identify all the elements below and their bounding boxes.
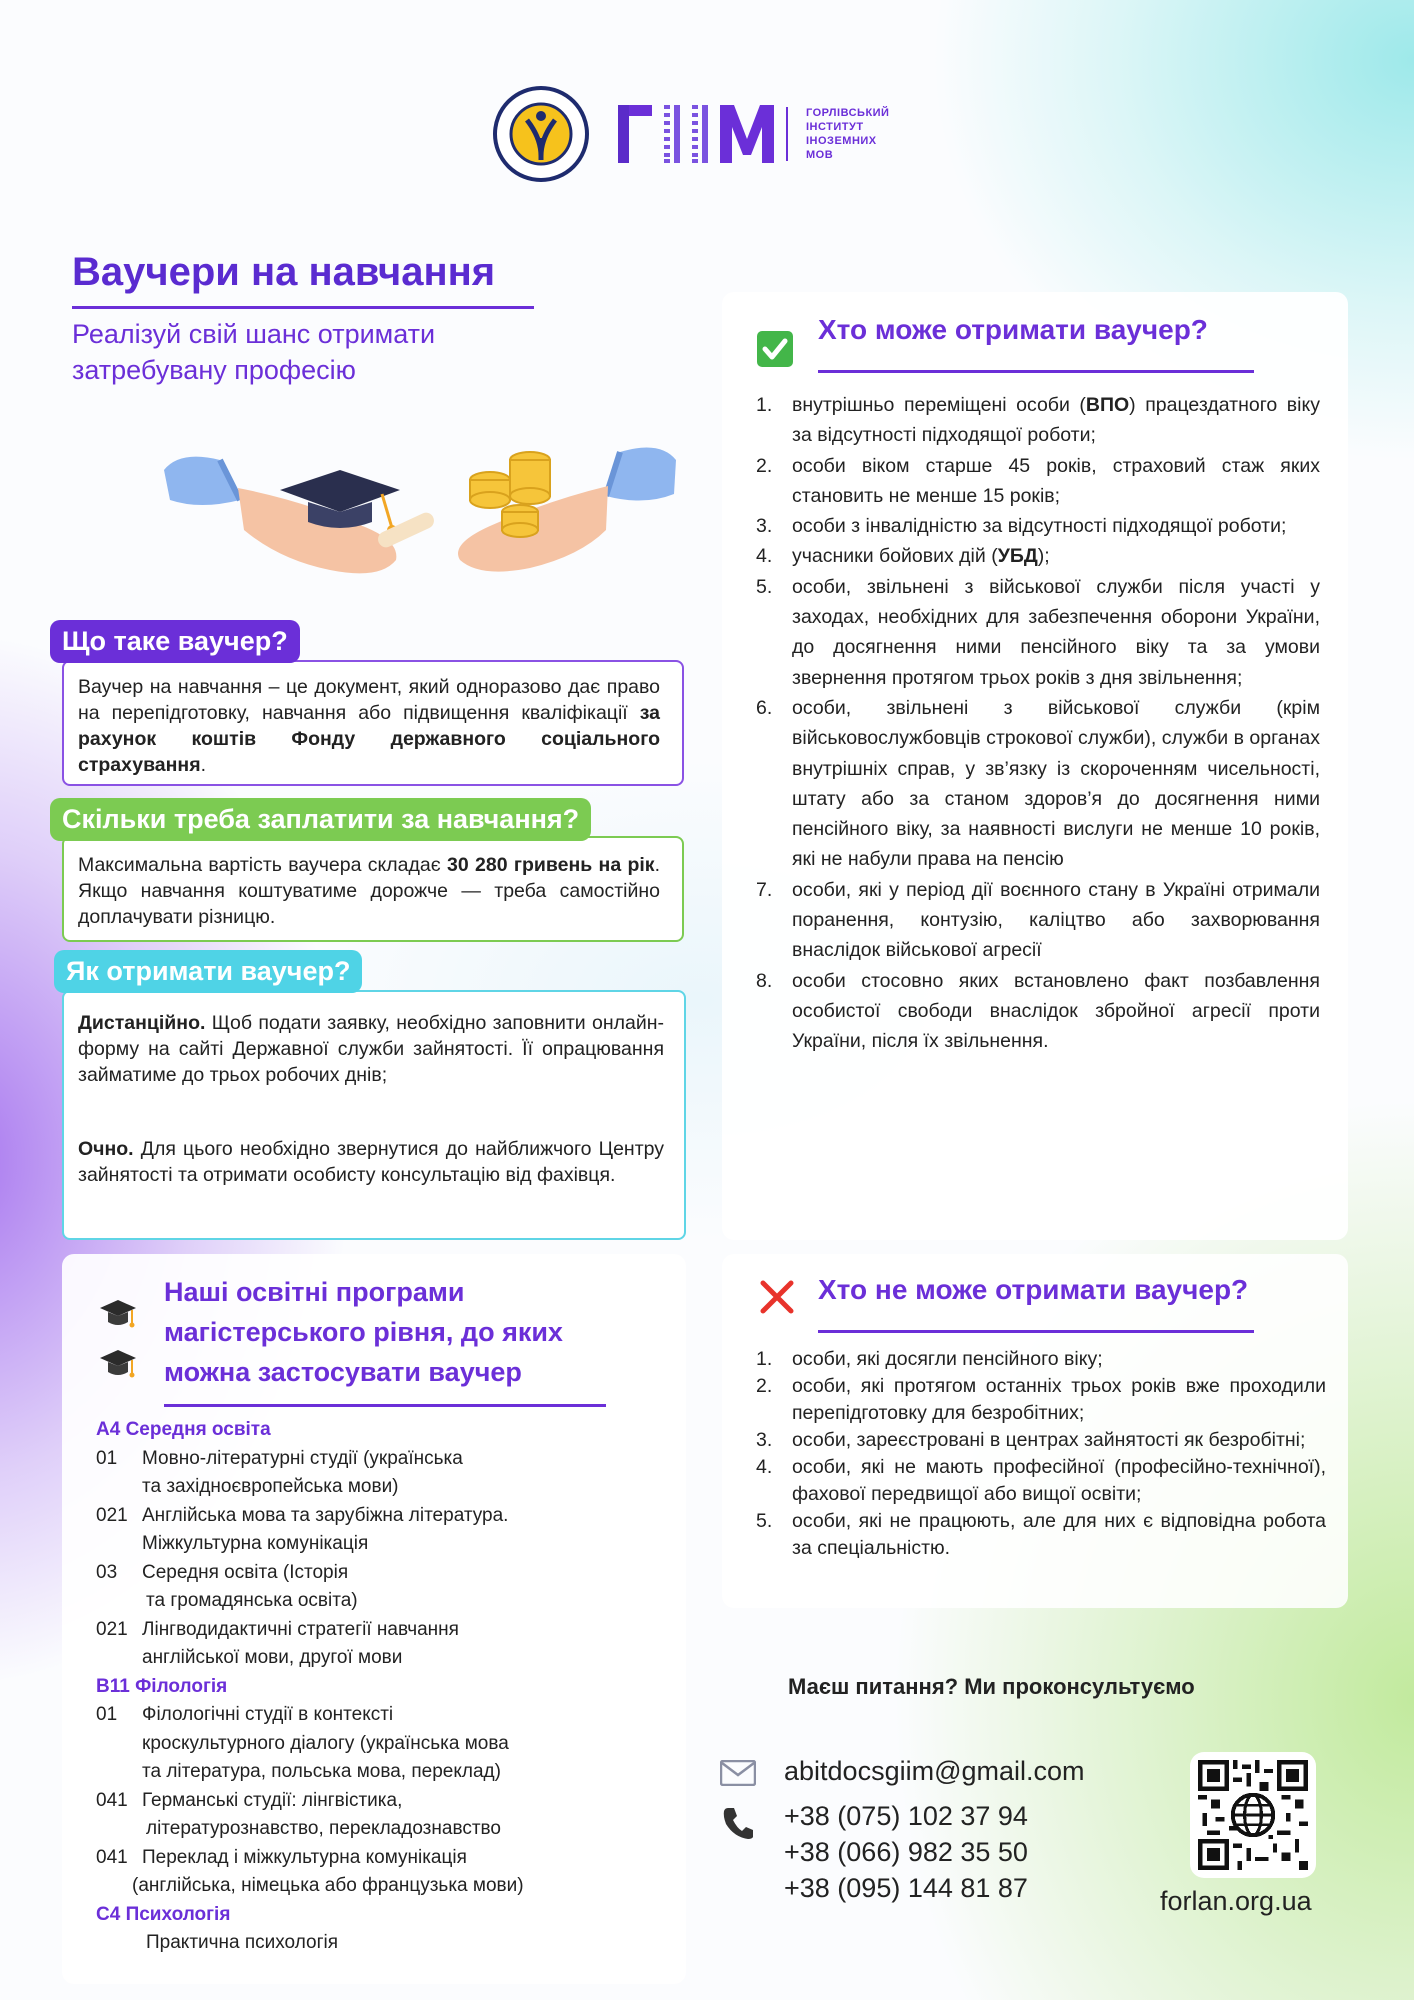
cross-icon [758,1278,796,1321]
phone-list [784,1798,1028,1906]
giim-logo-mark [618,105,798,163]
email-link[interactable]: abitdocsgiim@gmail.com [784,1756,1085,1786]
program-group-title: С4 Психологія [96,1903,231,1925]
program-item: 041 Переклад і міжкультурна комунікація [96,1846,467,1868]
program-item-cont: та література, польська мова, переклад) [142,1761,501,1782]
program-item-cont: та громадянська освіта) [146,1590,358,1611]
who-can-item: 7. особи, які у період дії воєнного стану в Україні отримали поранення, контузію, каліцтво або захворювання внаслідок військової агресії [756,878,1320,962]
who-can-item: 4. учасники бойових дій (УБД); [756,545,1050,568]
program-item-cont: та західноєвропейська мови) [142,1476,399,1497]
who-cannot-box [722,1254,1348,1608]
who-can-underline [818,370,1254,373]
who-cannot-item: 4. особи, які не мають професійної (професійно-технічної), фахової передвищої або вищої освіти; [756,1456,1326,1505]
who-can-item: 3. особи з інвалідністю за відсутності підходящої роботи; [756,515,1287,538]
who-cannot-item: 3. особи, зареєстровані в центрах зайнятості як безробітні; [756,1429,1306,1451]
who-cannot-heading: Хто не може отримати ваучер? [818,1274,1249,1305]
cost-text: Максимальна вартість ваучера складає 30 280 гривень на рік. Якщо навчання коштуватиме дорожче — треба самостійно доплачувати різницю. [78,854,660,928]
subtitle: Реалізуй свій шанс отримати затребувану професію [72,319,436,385]
program-item-cont: кроскультурного діалогу (українська мова [142,1732,509,1754]
who-cannot-list [756,1346,1326,1562]
how-remote: Дистанційно. Щоб подати заявку, необхідно заповнити онлайн-форму на сайті Державної служби зайнятості. Її опрацювання займатиме до трьох робочих днів; [78,1012,664,1086]
who-can-box [722,292,1348,1240]
programs-heading: Наші освітні програми магістерського рівня, до яких можна застосувати ваучер [164,1277,563,1387]
who-cannot-item: 2. особи, які протягом останніх трьох років вже проходили перепідготовку для безробітних; [756,1375,1326,1424]
who-cannot-item: 5. особи, які не працюють, але для них є відповідна робота за спеціальністю. [756,1510,1326,1559]
qr-code[interactable] [1190,1752,1316,1878]
cost-box [62,836,684,942]
check-box-icon [756,330,794,373]
program-item: Практична психологія [146,1932,339,1953]
what-is-text: Ваучер на навчання – це документ, який одноразово дає право на перепідготовку, навчання або підвищення кваліфікації за рахунок коштів Фонду державного соціального страхування. [78,676,660,776]
phone-number[interactable]: +38 (066) 982 35 50 [784,1837,1028,1867]
who-cannot-item: 1. особи, які досягли пенсійного віку; [756,1348,1103,1370]
program-item: 021 Англійська мова та зарубіжна література. [96,1504,509,1526]
title-underline [72,306,534,309]
programs-list [96,1416,666,1958]
graduation-cap-icon [98,1294,138,1339]
how-box [62,990,686,1240]
what-is-box [62,660,684,786]
who-can-item: 8. особи стосовно яких встановлено факт позбавлення особистої свободи внаслідок збройної агресії проти України, після їх звільнення. [756,969,1320,1053]
dszn-logo [493,86,589,182]
website-link[interactable]: forlan.org.ua [1160,1886,1312,1916]
giim-logo [618,104,889,164]
cost-heading: Скільки треба заплатити за навчання? [50,798,591,841]
program-group-title: А4 Середня освіта [96,1419,271,1440]
contacts-question: Маєш питання? Ми проконсультуємо [788,1674,1195,1699]
who-can-list [756,390,1320,1057]
what-is-heading: Що таке ваучер? [50,620,300,663]
program-item: 021 Лінгводидактичні стратегії навчання [96,1618,459,1640]
phone-number[interactable]: +38 (075) 102 37 94 [784,1801,1028,1831]
envelope-icon [720,1760,756,1791]
who-cannot-underline [818,1330,1254,1333]
who-can-item: 1. внутрішньо переміщені особи (ВПО) працездатного віку за відсутності підходящої роботи; [756,394,1320,447]
phone-icon [722,1806,754,1845]
phone-number[interactable]: +38 (095) 144 81 87 [784,1873,1028,1903]
program-item: 041 Германські студії: лінгвістика, [96,1789,403,1811]
program-item-cont: англійської мови, другої мови [142,1647,403,1668]
who-can-item: 5. особи, звільнені з військової служби після участі у заходах, необхідних для забезпечення оборони України, до досягнення ними пенсійного віку та за умови звернення протягом трьох років з дня звільнення; [756,575,1320,689]
programs-box [62,1254,686,1984]
who-can-item: 2. особи віком старше 45 років, страховий стаж яких становить не менше 15 років; [756,454,1320,507]
program-item-cont: літературознавство, перекладознавство [146,1818,501,1839]
how-inperson: Очно. Для цього необхідно звернутися до найближчого Центру зайнятості та отримати особисту консультацію від фахівця. [78,1138,664,1186]
program-item: 01 Філологічні студії в контексті [96,1704,394,1725]
page-title: Ваучери на навчання [72,250,496,294]
graduation-cap-icon [98,1344,138,1389]
program-item: 01 Мовно-літературні студії (українська [96,1447,463,1469]
programs-heading-underline [164,1404,606,1407]
program-item-cont: (англійська, німецька або французька мови) [132,1875,524,1896]
hands-illustration [160,430,680,590]
giim-name: ГОРЛІВСЬКИЙ ІНСТИТУТ ІНОЗЕМНИХ МОВ [806,107,890,161]
program-group-title: В11 Філологія [96,1675,228,1697]
program-item-cont: Міжкультурна комунікація [142,1533,369,1554]
program-item: 03 Середня освіта (Історія [96,1561,349,1583]
who-can-item: 6. особи, звільнені з військової служби (крім військовослужбовців строкової служби), служби в органах внутрішніх справ, у зв’язку із скороченням чисельності, штату або за станом здоров’я до досягнення ними пенсійного віку, за наявності вислуги не менше 10 років, які не набули права на пенсію [756,696,1320,871]
how-heading: Як отримати ваучер? [54,950,362,993]
who-can-heading: Хто може отримати ваучер? [818,314,1208,345]
